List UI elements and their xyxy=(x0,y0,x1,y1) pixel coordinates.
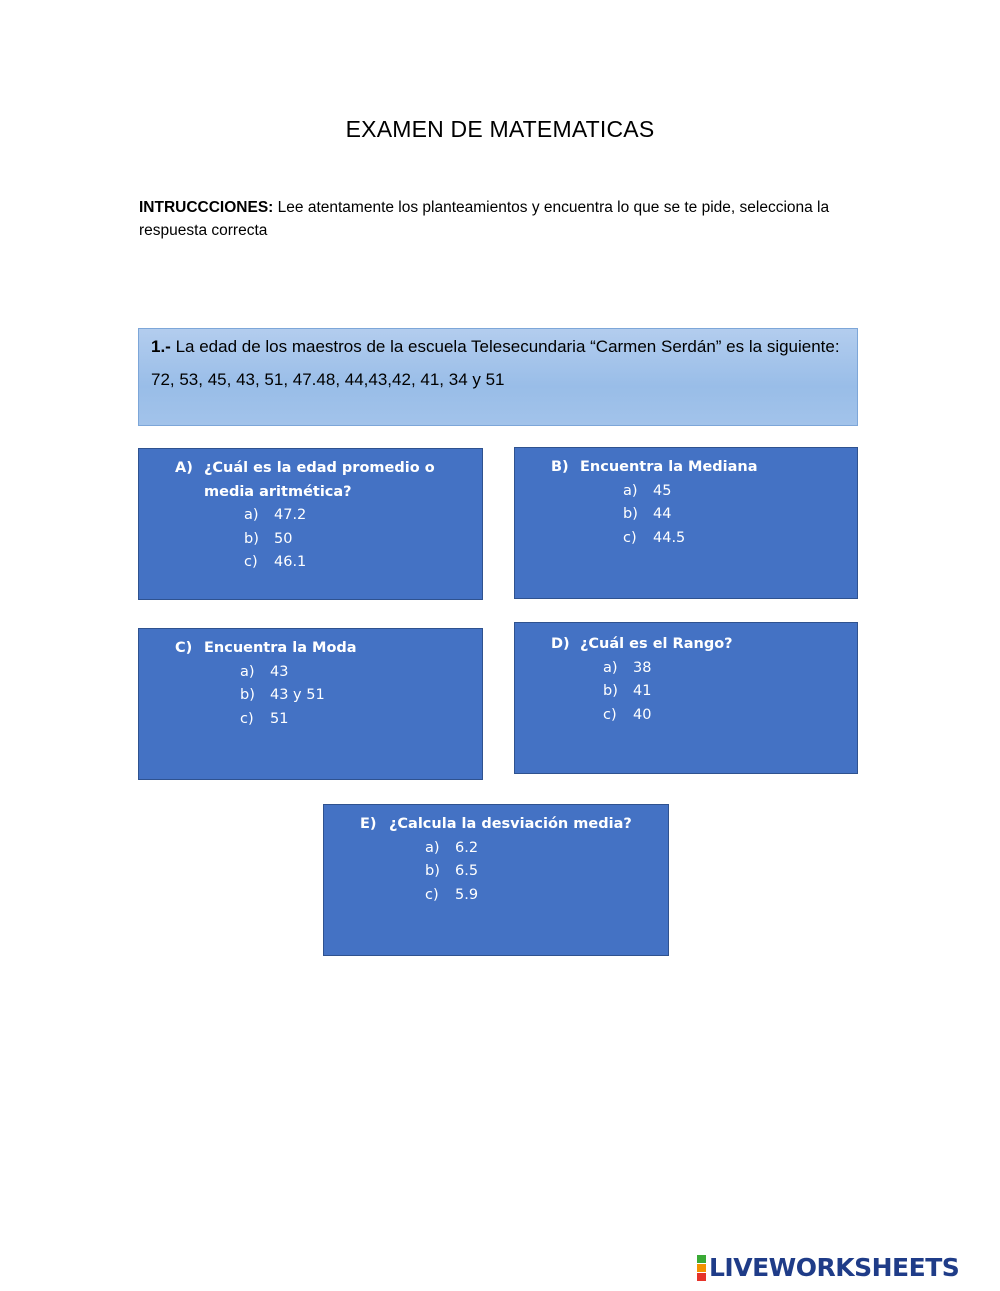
logo-blocks-icon xyxy=(697,1255,706,1281)
question-text: Encuentra la Moda xyxy=(204,640,357,656)
answer-option[interactable]: c) 46.1 xyxy=(244,554,307,570)
answer-option[interactable]: b) 44 xyxy=(623,506,672,522)
answer-option[interactable]: b) 41 xyxy=(603,683,652,699)
question-text: ¿Cuál es la edad promedio o media aritmética? xyxy=(204,460,435,500)
question-letter: D) xyxy=(551,636,570,652)
answer-option[interactable]: b) 50 xyxy=(244,530,293,547)
question-text: Encuentra la Mediana xyxy=(580,459,758,475)
question-letter: C) xyxy=(175,640,193,656)
question-card-a xyxy=(138,448,483,600)
question-card-e xyxy=(323,804,669,956)
logo-block xyxy=(697,1273,706,1281)
liveworksheets-logo xyxy=(697,1253,959,1282)
answer-option[interactable]: a) 45 xyxy=(623,482,672,499)
question-text: ¿Calcula la desviación media? xyxy=(389,816,632,832)
answer-option[interactable]: c) 5.9 xyxy=(425,886,479,903)
instructions xyxy=(139,196,861,242)
question-text: ¿Cuál es el Rango? xyxy=(580,636,733,652)
answer-option[interactable]: c) 40 xyxy=(603,706,652,723)
answer-option[interactable]: b) 6.5 xyxy=(425,863,479,879)
question-letter: B) xyxy=(551,459,569,475)
problem-number: 1.- xyxy=(151,337,171,356)
problem-values: 72, 53, 45, 43, 51, 47.48, 44,43,42, 41, 34 y 51 xyxy=(151,370,505,389)
instructions-label: INTRUCCCIONES: xyxy=(139,199,274,216)
answer-option[interactable]: a) 43 xyxy=(240,663,289,680)
question-card-b xyxy=(514,447,858,599)
logo-block xyxy=(697,1264,706,1272)
question-letter: A) xyxy=(175,460,193,476)
logo-text: LIVEWORKSHEETS xyxy=(709,1253,960,1282)
question-letter: E) xyxy=(360,816,377,832)
problem-text: La edad de los maestros de la escuela Telesecundaria “Carmen Serdán” es la siguiente: xyxy=(170,337,840,356)
problem-statement xyxy=(138,328,858,426)
answer-option[interactable]: c) 51 xyxy=(240,710,289,727)
answer-option[interactable]: b) 43 y 51 xyxy=(240,687,325,703)
answer-option[interactable]: a) 47.2 xyxy=(244,507,307,523)
question-card-c xyxy=(138,628,483,780)
problem-question xyxy=(151,335,847,358)
answer-option[interactable]: c) 44.5 xyxy=(623,529,686,546)
page-title: EXAMEN DE MATEMATICAS xyxy=(345,116,655,142)
logo-block xyxy=(697,1255,706,1263)
answer-option[interactable]: a) 38 xyxy=(603,659,652,676)
answer-option[interactable]: a) 6.2 xyxy=(425,839,479,856)
instructions-text: Lee atentamente los planteamientos y encuentra lo que se te pide, selecciona la respuesta correcta xyxy=(139,199,830,239)
question-card-d xyxy=(514,622,858,774)
